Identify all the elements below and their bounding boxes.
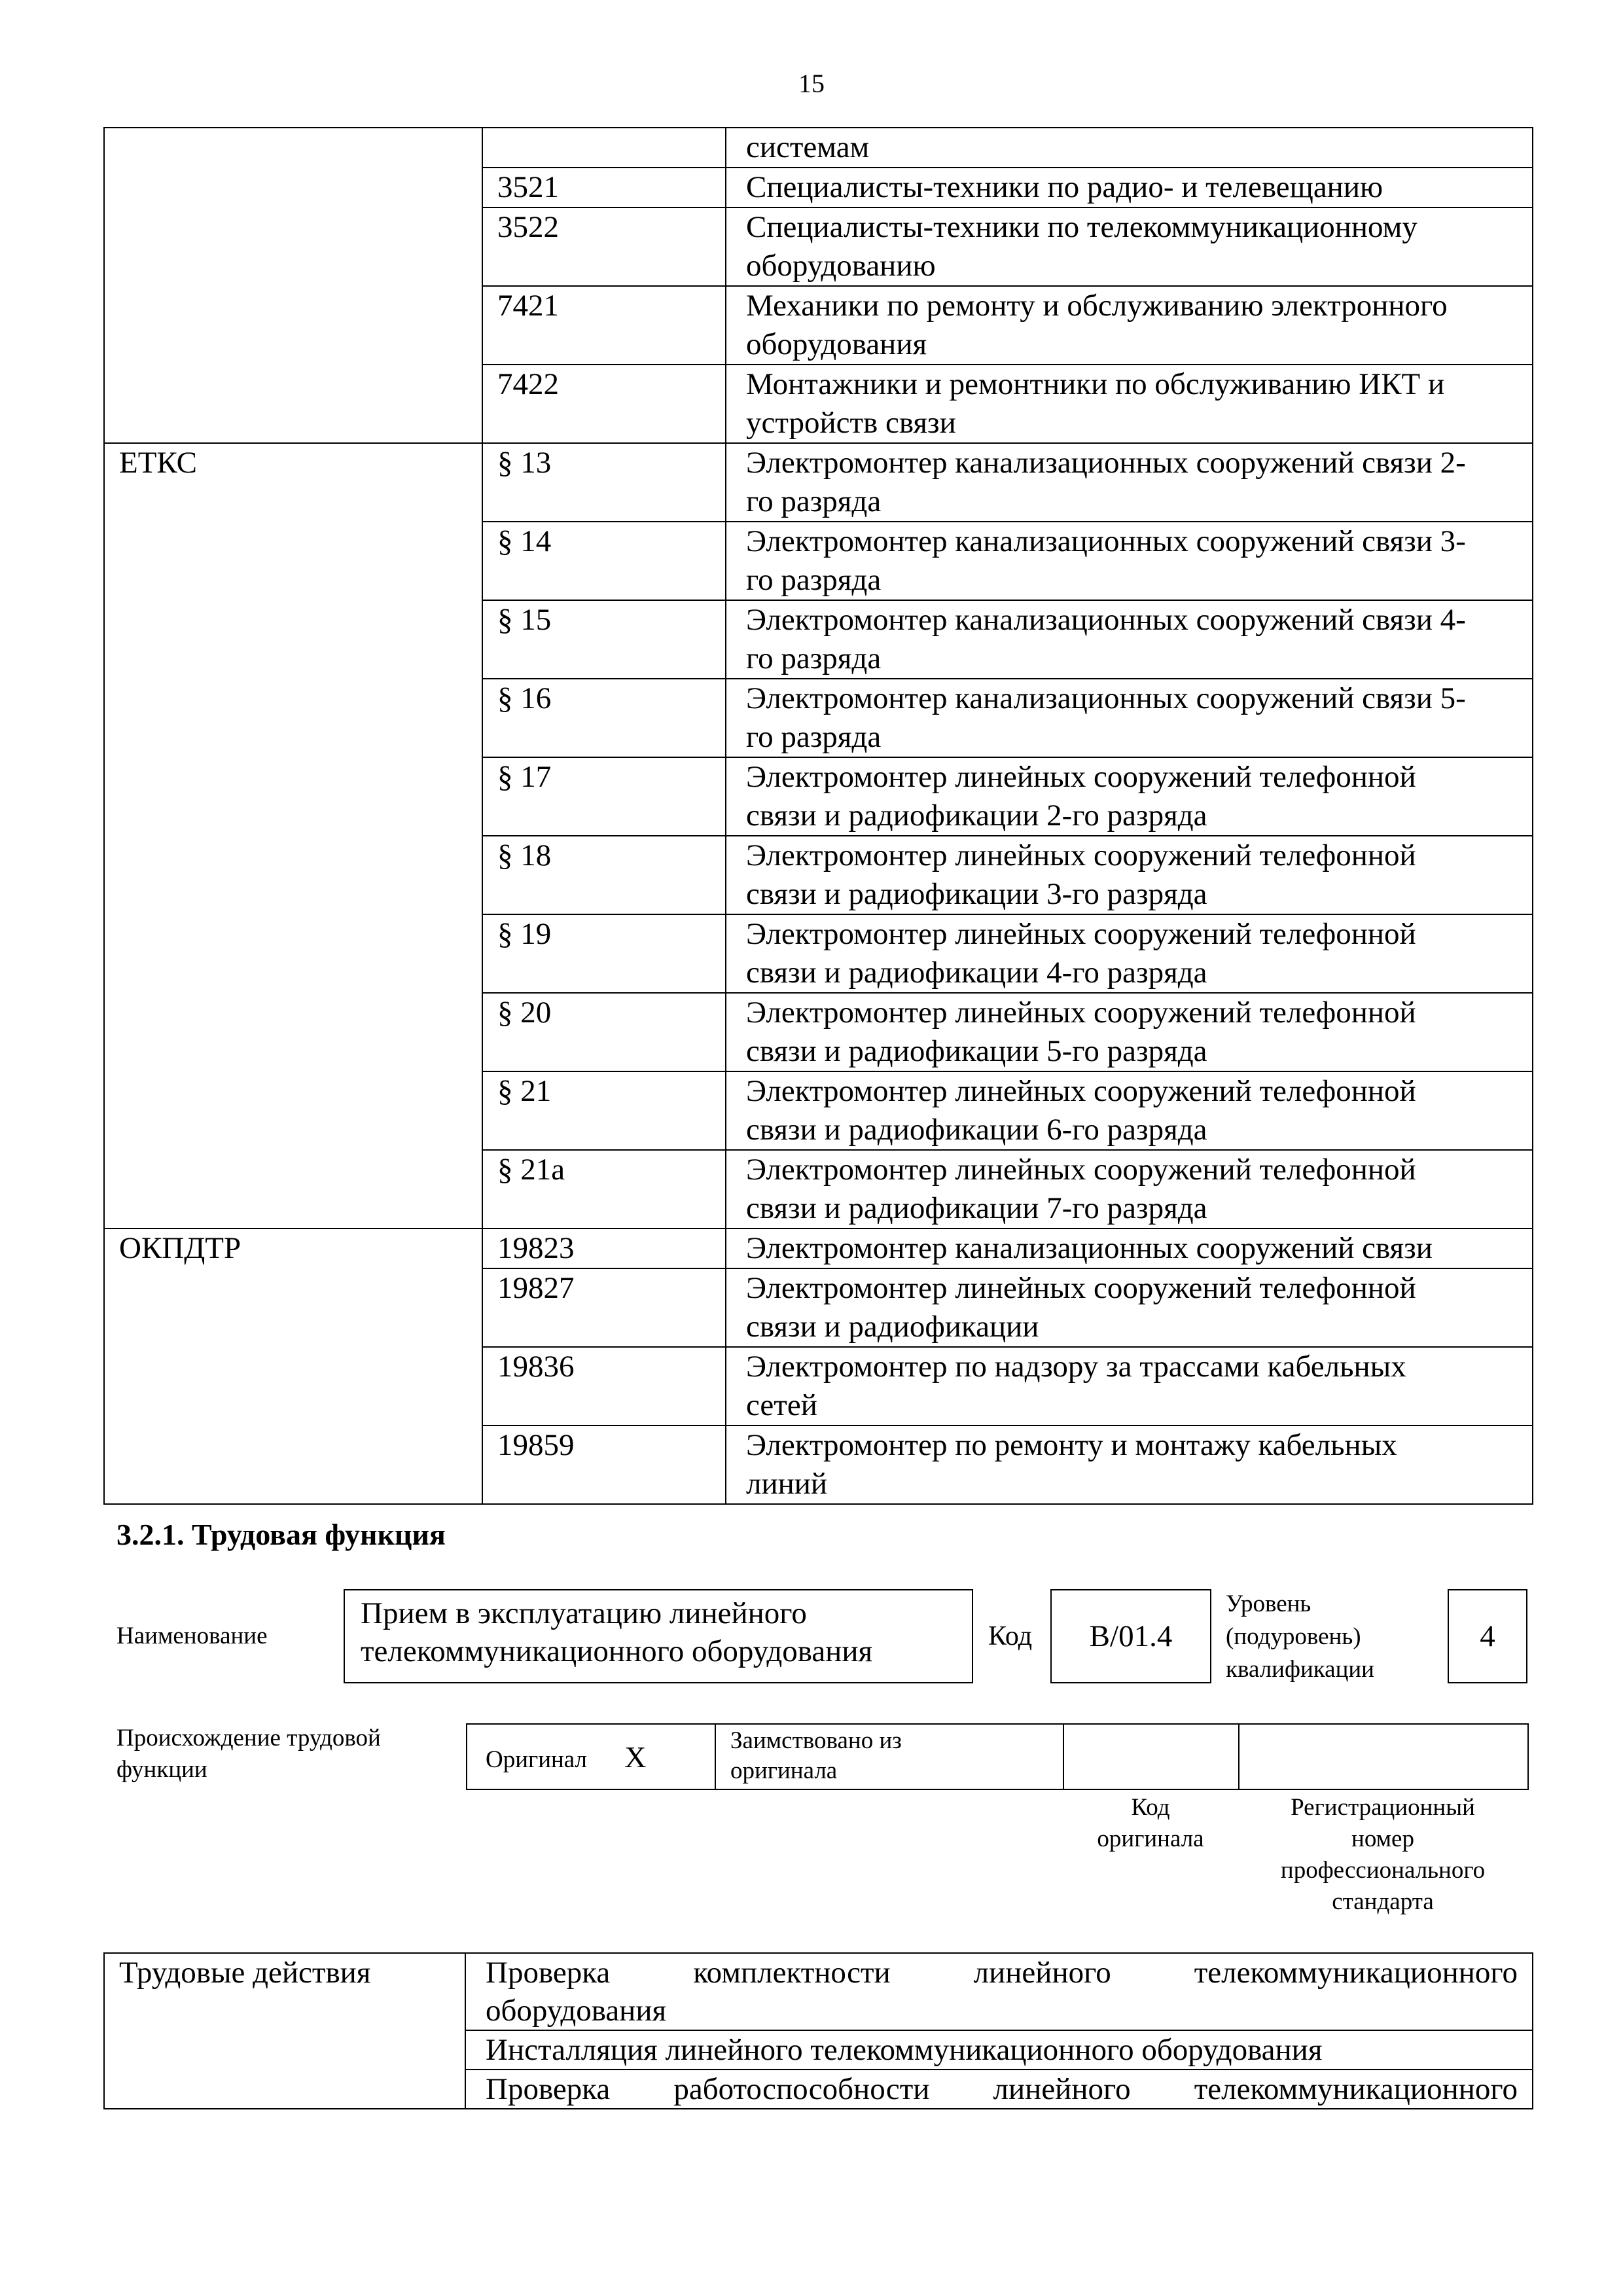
origin-table — [466, 1723, 1529, 1790]
labor-actions-label: Трудовые действия — [104, 1953, 465, 2109]
qualification-level-box: 4 — [1448, 1589, 1527, 1683]
name-cell: Электромонтер по ремонту и монтажу кабельных линий — [726, 1426, 1533, 1504]
table-row — [104, 1229, 1533, 1268]
code-cell: 3522 — [482, 207, 726, 286]
code-cell: § 21а — [482, 1150, 726, 1229]
code-cell: § 13 — [482, 443, 726, 522]
code-cell: § 16 — [482, 679, 726, 757]
table-row — [104, 1953, 1533, 2030]
code-cell: § 18 — [482, 836, 726, 914]
borrowed-cell: Заимствовано из оригинала — [715, 1724, 1063, 1789]
code-cell: 7422 — [482, 365, 726, 443]
code-cell: § 19 — [482, 914, 726, 993]
name-cell: Механики по ремонту и обслуживанию электронного оборудования — [726, 286, 1533, 365]
table-row — [104, 128, 1533, 168]
page-number: 15 — [798, 69, 825, 98]
code-cell: 19836 — [482, 1347, 726, 1426]
code-label: Код — [988, 1621, 1033, 1651]
origin-label: Происхождение трудовой функции — [116, 1725, 381, 1783]
name-cell: Электромонтер линейных сооружений телефонной связи и радиофикации — [726, 1268, 1533, 1347]
original-mark: X — [624, 1740, 647, 1774]
code-cell: § 21 — [482, 1071, 726, 1150]
code-cell: 19827 — [482, 1268, 726, 1347]
function-name-box — [344, 1589, 973, 1683]
name-label: Наименование — [116, 1623, 268, 1649]
code-original-caption: Код оригинала — [1097, 1794, 1204, 1852]
code-original-cell — [1063, 1724, 1239, 1789]
function-name-line: телекоммуникационного оборудования — [361, 1634, 873, 1668]
name-cell: Электромонтер канализационных сооружений связи 3- го разряда — [726, 522, 1533, 600]
action-item: Проверка работоспособности линейного телекоммуникационного — [465, 2070, 1533, 2109]
name-cell: Электромонтер линейных сооружений телефонной связи и радиофикации 7-го разряда — [726, 1150, 1533, 1229]
name-cell: Электромонтер канализационных сооружений связи 5- го разряда — [726, 679, 1533, 757]
function-name-line: Прием в эксплуатацию линейного — [361, 1596, 807, 1630]
code-cell: § 14 — [482, 522, 726, 600]
reference-classifiers-table — [103, 127, 1533, 1505]
code-cell — [482, 128, 726, 168]
name-cell: Электромонтер канализационных сооружений связи 4- го разряда — [726, 600, 1533, 679]
registration-number-cell — [1239, 1724, 1528, 1789]
name-cell: Электромонтер канализационных сооружений связи 2- го разряда — [726, 443, 1533, 522]
code-cell: 19823 — [482, 1229, 726, 1268]
classifier-cell — [104, 128, 482, 443]
classifier-etks: ЕТКС — [104, 443, 482, 1229]
code-cell: 3521 — [482, 168, 726, 207]
code-cell: 19859 — [482, 1426, 726, 1504]
level-label: Уровень (подуровень) квалификации — [1226, 1590, 1374, 1683]
function-code-box: В/01.4 — [1050, 1589, 1211, 1683]
name-cell: Электромонтер линейных сооружений телефонной связи и радиофикации 2-го разряда — [726, 757, 1533, 836]
name-cell: Электромонтер линейных сооружений телефонной связи и радиофикации 3-го разряда — [726, 836, 1533, 914]
name-cell: Монтажники и ремонтники по обслуживанию ИКТ и устройств связи — [726, 365, 1533, 443]
name-cell: Электромонтер канализационных сооружений связи — [726, 1229, 1533, 1268]
labor-actions-table — [103, 1952, 1533, 2109]
name-cell: Электромонтер линейных сооружений телефонной связи и радиофикации 4-го разряда — [726, 914, 1533, 993]
action-item: Проверка комплектности линейного телекоммуникационного оборудования — [465, 1953, 1533, 2030]
name-cell: Специалисты-техники по телекоммуникационному оборудованию — [726, 207, 1533, 286]
name-cell: Специалисты-техники по радио- и телевещанию — [726, 168, 1533, 207]
table-row — [467, 1724, 1528, 1789]
code-cell: 7421 — [482, 286, 726, 365]
name-cell: системам — [726, 128, 1533, 168]
code-cell: § 20 — [482, 993, 726, 1071]
section-heading: 3.2.1. Трудовая функция — [116, 1518, 446, 1551]
original-cell — [467, 1724, 715, 1789]
action-item: Инсталляция линейного телекоммуникационного оборудования — [465, 2030, 1533, 2070]
name-cell: Электромонтер линейных сооружений телефонной связи и радиофикации 6-го разряда — [726, 1071, 1533, 1150]
name-cell: Электромонтер по надзору за трассами кабельных сетей — [726, 1347, 1533, 1426]
original-label: Оригинал — [486, 1746, 588, 1773]
code-cell: § 15 — [482, 600, 726, 679]
classifier-okpdtr: ОКПДТР — [104, 1229, 482, 1504]
name-cell: Электромонтер линейных сооружений телефонной связи и радиофикации 5-го разряда — [726, 993, 1533, 1071]
code-cell: § 17 — [482, 757, 726, 836]
table-row — [104, 443, 1533, 522]
registration-number-caption: Регистрационный номер профессионального стандарта — [1280, 1794, 1486, 1915]
